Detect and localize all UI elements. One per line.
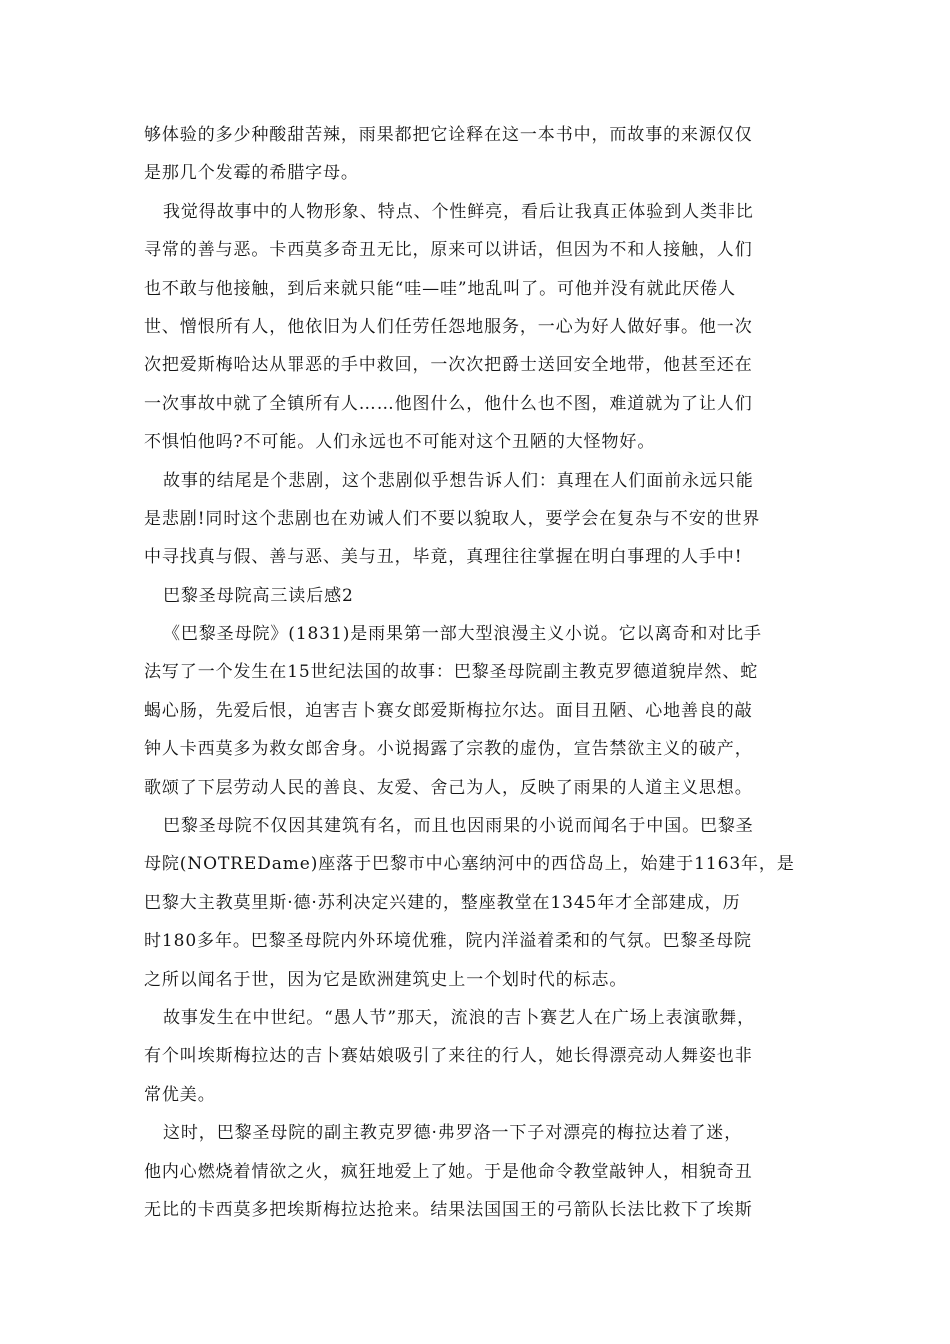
text-line: 一次事故中就了全镇所有人……他图什么，他什么也不图，难道就为了让人们	[144, 393, 753, 414]
text-line: 歌颂了下层劳动人民的善良、友爱、舍己为人，反映了雨果的人道主义思想。	[144, 777, 753, 798]
text-line: 我觉得故事中的人物形象、特点、个性鲜亮，看后让我真正体验到人类非比	[163, 201, 754, 222]
text-line: 他内心燃烧着情欲之火，疯狂地爱上了她。于是他命令教堂敲钟人，相貌奇丑	[144, 1161, 753, 1182]
text-line: 次把爱斯梅哈达从罪恶的手中救回，一次次把爵士送回安全地带，他甚至还在	[144, 355, 753, 376]
text-line: 巴黎圣母院高三读后感2	[163, 585, 354, 606]
document-body	[144, 116, 806, 1229]
text-line: 故事发生在中世纪。“愚人节”那天，流浪的吉卜赛艺人在广场上表演歌舞，	[163, 1007, 755, 1028]
text-line: 常优美。	[144, 1084, 216, 1105]
text-line: 这时，巴黎圣母院的副主教克罗德·弗罗洛一下子对漂亮的梅拉达着了迷，	[163, 1123, 743, 1144]
text-line: 法写了一个发生在15世纪法国的故事：巴黎圣母院副主教克罗德道貌岸然、蛇	[144, 662, 759, 683]
text-line: 故事的结尾是个悲剧，这个悲剧似乎想告诉人们：真理在人们面前永远只能	[163, 470, 754, 491]
text-line: 世、憎恨所有人，他依旧为人们任劳任怨地服务，一心为好人做好事。他一次	[144, 316, 753, 337]
text-line: 是那几个发霉的希腊字母。	[144, 163, 359, 184]
text-line: 时180多年。巴黎圣母院内外环境优雅，院内洋溢着柔和的气氛。巴黎圣母院	[144, 931, 752, 952]
text-line: 不惧怕他吗?不可能。人们永远也不可能对这个丑陋的大怪物好。	[144, 432, 656, 453]
text-line: 《巴黎圣母院》(1831)是雨果第一部大型浪漫主义小说。它以离奇和对比手	[163, 624, 762, 645]
text-line: 有个叫埃斯梅拉达的吉卜赛姑娘吸引了来往的行人，她长得漂亮动人舞姿也非	[144, 1046, 753, 1067]
text-line: 之所以闻名于世，因为它是欧洲建筑史上一个划时代的标志。	[144, 969, 628, 990]
text-line: 巴黎圣母院不仅因其建筑有名，而且也因雨果的小说而闻名于中国。巴黎圣	[163, 816, 754, 837]
text-line: 是悲剧!同时这个悲剧也在劝诫人们不要以貌取人，要学会在复杂与不安的世界	[144, 508, 761, 529]
text-line: 钟人卡西莫多为救女郎舍身。小说揭露了宗教的虚伪，宣告禁欲主义的破产，	[144, 739, 753, 760]
text-line: 母院(NOTREDame)座落于巴黎市中心塞纳河中的西岱岛上，始建于1163年，是	[144, 854, 795, 875]
text-line: 中寻找真与假、善与恶、美与丑，毕竟，真理往往掌握在明白事理的人手中!	[144, 547, 743, 568]
text-line: 无比的卡西莫多把埃斯梅拉达抢来。结果法国国王的弓箭队长法比救下了埃斯	[144, 1199, 753, 1220]
text-line: 也不敢与他接触，到后来就只能“哇—哇”地乱叫了。可他并没有就此厌倦人	[144, 278, 736, 299]
text-line: 巴黎大主教莫里斯·德·苏利决定兴建的，整座教堂在1345年才全部建成，历	[144, 892, 741, 913]
text-line: 蝎心肠，先爱后恨，迫害吉卜赛女郎爱斯梅拉尔达。面目丑陋、心地善良的敲	[144, 700, 753, 721]
text-line: 寻常的善与恶。卡西莫多奇丑无比，原来可以讲话，但因为不和人接触，人们	[144, 240, 753, 261]
text-line: 够体验的多少种酸甜苦辣，雨果都把它诠释在这一本书中，而故事的来源仅仅	[144, 125, 753, 145]
